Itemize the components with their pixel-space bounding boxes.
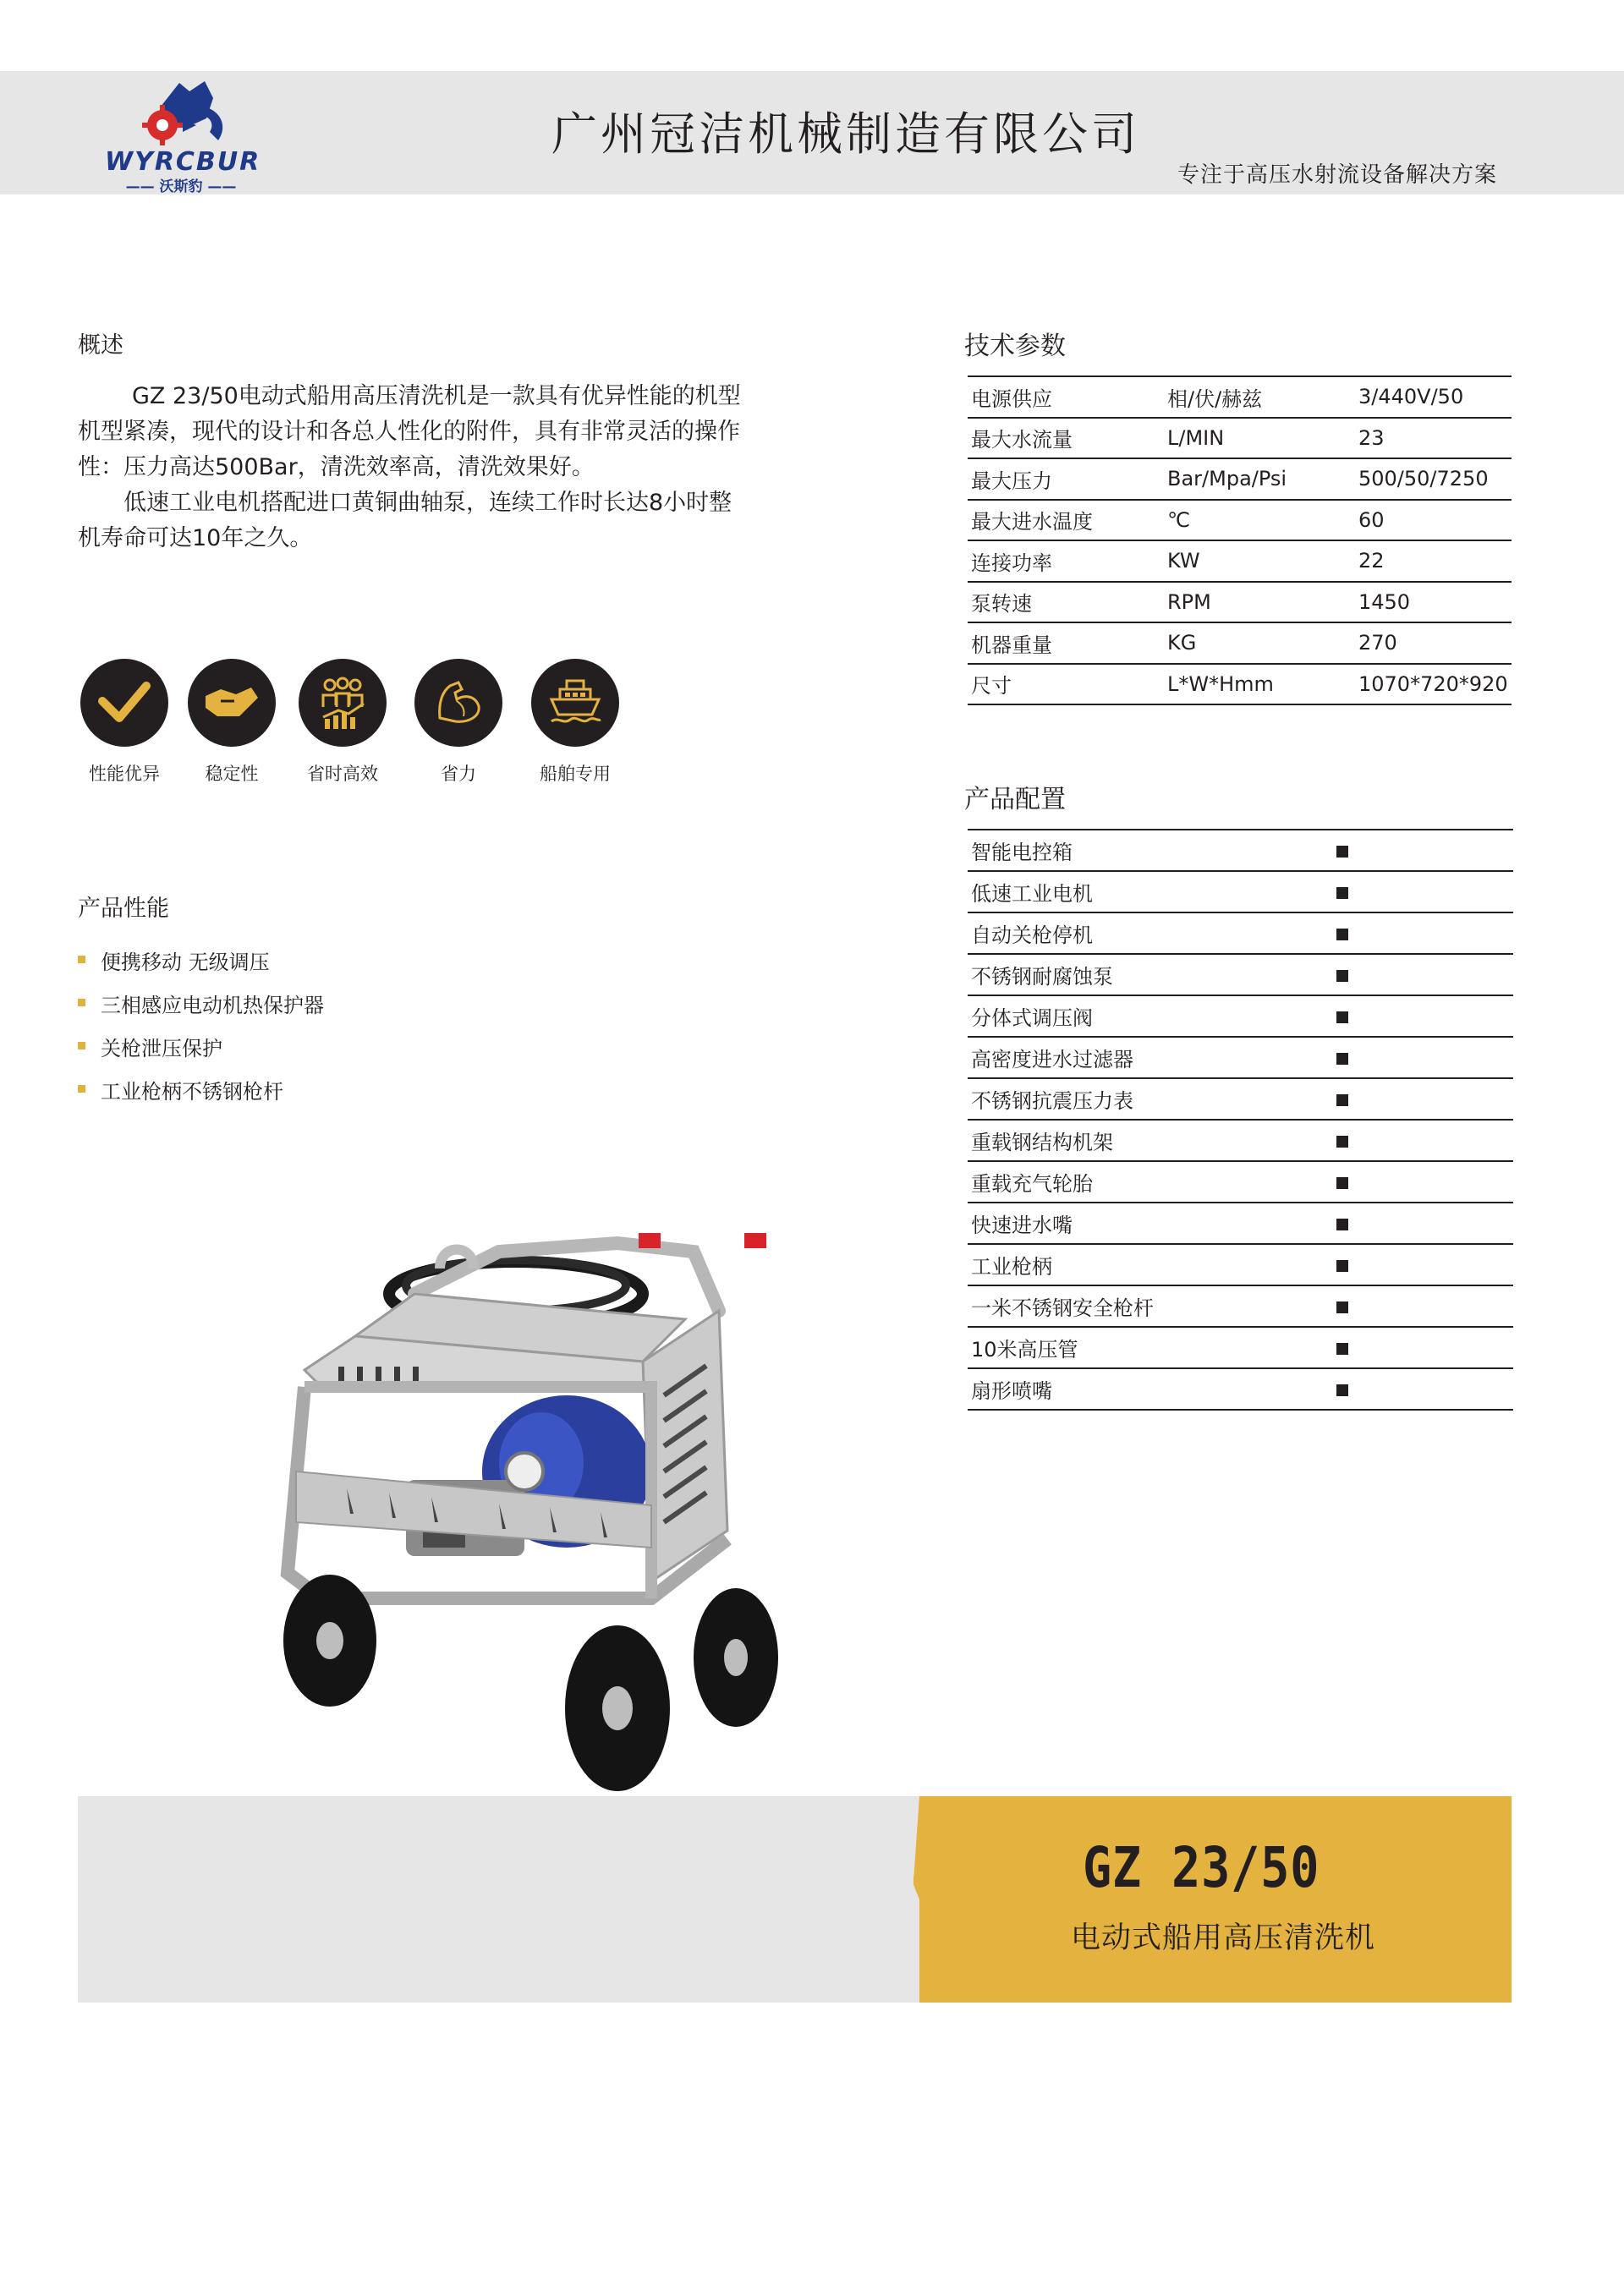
feature-stability [185, 659, 278, 786]
muscle-arm-icon [414, 659, 502, 747]
table-row [968, 376, 1512, 418]
included-mark-icon [1336, 1136, 1348, 1148]
included-mark-icon [1336, 1053, 1348, 1065]
list-item-text: 工业枪柄不锈钢枪杆 [101, 1080, 283, 1104]
table-row [968, 1285, 1513, 1327]
table-row [968, 582, 1512, 623]
overview-paragraph: 低速工业电机搭配进口黄铜曲轴泵，连续工作时长达8小时整机寿命可达10年之久。 [78, 490, 732, 551]
performance-list [78, 945, 324, 1118]
included-mark-icon [1336, 970, 1348, 982]
feature-label: 船舶专用 [540, 764, 611, 784]
spec-value: 500/50/7250 [1355, 458, 1512, 500]
table-row [968, 912, 1513, 954]
spec-unit: RPM [1164, 582, 1355, 623]
config-item: 快速进水嘴 [968, 1203, 1333, 1244]
included-mark-icon [1336, 1094, 1348, 1106]
spec-name: 连接功率 [968, 540, 1164, 582]
table-row [968, 458, 1512, 500]
spec-name: 电源供应 [968, 376, 1164, 418]
table-row [968, 1037, 1513, 1078]
list-item [78, 1075, 324, 1118]
spec-value: 1070*720*920 [1355, 664, 1512, 705]
included-mark-icon [1336, 1260, 1348, 1272]
spec-title: 技术参数 [964, 332, 1066, 361]
table-row [968, 871, 1513, 912]
spec-value: 3/440V/50 [1355, 376, 1512, 418]
included-mark-icon [1336, 1301, 1348, 1313]
bullet-icon [78, 999, 85, 1006]
config-item: 一米不锈钢安全枪杆 [968, 1285, 1333, 1327]
table-row [968, 1161, 1513, 1203]
table-row [968, 1327, 1513, 1368]
tagline: 专注于高压水射流设备解决方案 [1177, 162, 1497, 188]
config-item: 不锈钢耐腐蚀泵 [968, 954, 1333, 995]
feature-performance [78, 659, 171, 786]
company-name: 广州冠洁机械制造有限公司 [551, 107, 1140, 161]
spec-unit: ℃ [1164, 500, 1355, 541]
spec-unit: L/MIN [1164, 418, 1355, 459]
feature-label: 稳定性 [205, 764, 259, 784]
performance-title: 产品性能 [78, 896, 169, 922]
list-item [78, 989, 324, 1032]
table-row [968, 1203, 1513, 1244]
model-number: GZ 23/50 [1083, 1835, 1320, 1900]
config-item: 重载充气轮胎 [968, 1161, 1333, 1203]
config-item: 扇形喷嘴 [968, 1368, 1333, 1410]
spec-value: 60 [1355, 500, 1512, 541]
logo-subtitle: —— 沃斯豹 —— [125, 178, 237, 195]
list-item-text: 便携移动 无级调压 [101, 951, 270, 974]
spec-value: 23 [1355, 418, 1512, 459]
hand-icon [188, 659, 276, 747]
table-row [968, 1244, 1513, 1285]
overview-paragraph: GZ 23/50电动式船用高压清洗机是一款具有优异性能的机型机型紧凑，现代的设计和各总人性化的附件，具有非常灵活的操作性：压力高达500Bar，清洗效率高，清洗效果好。 [78, 383, 741, 480]
bullet-icon [78, 1042, 85, 1049]
table-row [968, 1078, 1513, 1120]
ship-icon [531, 659, 619, 747]
included-mark-icon [1336, 1343, 1348, 1355]
bullet-icon [78, 1085, 85, 1093]
spec-value: 22 [1355, 540, 1512, 582]
bullet-icon [78, 956, 85, 963]
team-growth-icon [299, 659, 387, 747]
spec-unit: KW [1164, 540, 1355, 582]
included-mark-icon [1336, 1011, 1348, 1023]
feature-efficiency [296, 659, 389, 786]
config-item: 不锈钢抗震压力表 [968, 1078, 1333, 1120]
spec-unit: Bar/Mpa/Psi [1164, 458, 1355, 500]
spec-name: 最大进水温度 [968, 500, 1164, 541]
list-item [78, 945, 324, 989]
list-item [78, 1032, 324, 1075]
included-mark-icon [1336, 1384, 1348, 1396]
list-item-text: 三相感应电动机热保护器 [101, 994, 324, 1017]
model-description: 电动式船用高压清洗机 [1071, 1921, 1376, 1955]
spec-name: 最大水流量 [968, 418, 1164, 459]
checkmark-icon [80, 659, 168, 747]
table-row [968, 664, 1512, 705]
spec-value: 270 [1355, 622, 1512, 664]
table-row [968, 540, 1512, 582]
table-row [968, 1120, 1513, 1161]
spec-unit: 相/伏/赫兹 [1164, 376, 1355, 418]
feature-label: 性能优异 [89, 764, 160, 784]
spec-name: 最大压力 [968, 458, 1164, 500]
table-row [968, 418, 1512, 459]
table-row [968, 1368, 1513, 1410]
overview-title: 概述 [78, 332, 123, 359]
logo-brand-text: WYRCBUR [105, 147, 261, 177]
feature-marine [529, 659, 622, 786]
spec-value: 1450 [1355, 582, 1512, 623]
table-row [968, 995, 1513, 1037]
config-item: 工业枪柄 [968, 1244, 1333, 1285]
spec-unit: L*W*Hmm [1164, 664, 1355, 705]
pressure-washer-image [245, 1192, 820, 1801]
config-item: 智能电控箱 [968, 830, 1333, 871]
banner-background [78, 1796, 949, 2003]
spec-name: 机器重量 [968, 622, 1164, 664]
spec-name: 尺寸 [968, 664, 1164, 705]
spec-table [968, 375, 1512, 705]
table-row [968, 830, 1513, 871]
config-item: 10米高压管 [968, 1327, 1333, 1368]
list-item-text: 关枪泄压保护 [101, 1037, 222, 1060]
config-table [968, 829, 1513, 1411]
included-mark-icon [1336, 846, 1348, 858]
spec-name: 泵转速 [968, 582, 1164, 623]
config-item: 重载钢结构机架 [968, 1120, 1333, 1161]
feature-effortless [412, 659, 505, 786]
config-item: 自动关枪停机 [968, 912, 1333, 954]
overview-text [78, 379, 754, 556]
included-mark-icon [1336, 1177, 1348, 1189]
feature-label: 省力 [441, 764, 476, 784]
included-mark-icon [1336, 929, 1348, 940]
spec-unit: KG [1164, 622, 1355, 664]
config-item: 高密度进水过滤器 [968, 1037, 1333, 1078]
feature-label: 省时高效 [307, 764, 378, 784]
included-mark-icon [1336, 887, 1348, 899]
config-title: 产品配置 [964, 785, 1066, 814]
config-item: 分体式调压阀 [968, 995, 1333, 1037]
table-row [968, 622, 1512, 664]
table-row [968, 500, 1512, 541]
included-mark-icon [1336, 1219, 1348, 1230]
table-row [968, 954, 1513, 995]
config-item: 低速工业电机 [968, 871, 1333, 912]
